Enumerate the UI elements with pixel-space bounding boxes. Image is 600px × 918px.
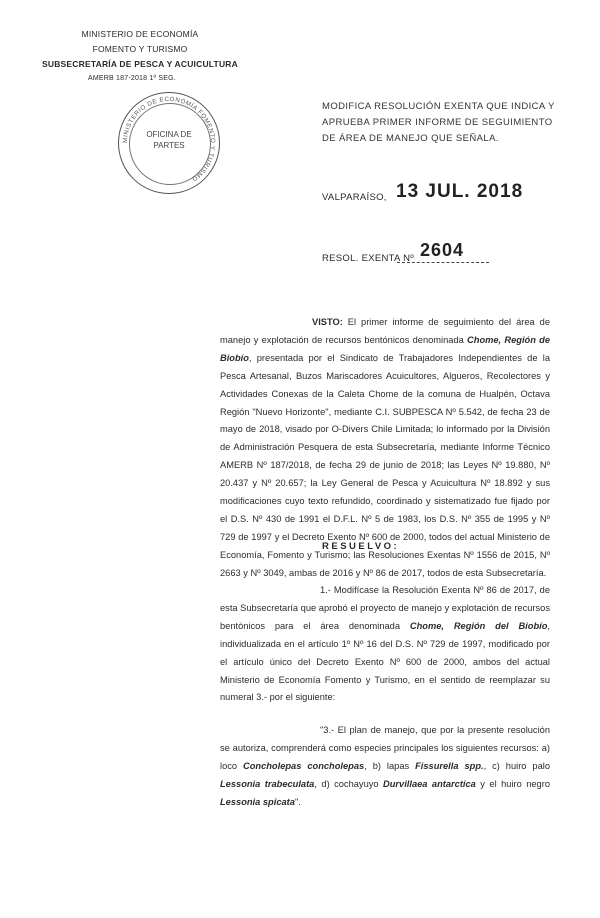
ministry-name: MINISTERIO DE ECONOMÍA xyxy=(81,29,199,39)
species-lessonia-trabeculata: Lessonia trabeculata xyxy=(220,778,315,789)
numeral-3-text-2: , b) lapas xyxy=(364,760,416,771)
resolution-number-line xyxy=(397,262,489,263)
species-lessonia-spicata: Lessonia spicata xyxy=(220,796,295,807)
numeral-3-text-1: "3.- El plan de manejo, que por la presente resolución se autoriza, comprenderá como especies principales los siguientes recursos: a) loco xyxy=(220,725,550,771)
numeral-3-paragraph xyxy=(220,722,550,812)
article-1-text-1: 1.- Modifícase la Resolución Exenta Nº 86 de 2017, de esta Subsecretaría que aprobó el proyecto de manejo y explotación de recursos bentónicos para el área denominada xyxy=(220,585,550,631)
article-1-area-name: Chome, Región del Biobío xyxy=(409,620,548,631)
ministry-subname: FOMENTO Y TURISMO xyxy=(92,44,188,54)
seal-center xyxy=(119,129,219,151)
seal-center-line2: PARTES xyxy=(153,141,185,150)
article-1-text-2: , individualizada en el artículo 1º Nº 16 del D.S. Nº 729 de 1997, modificado por el artículo único del Decreto Exento Nº 600 de 2000, ambos del actual Ministerio de Economía Fomento y Turismo, en el sentido de reemplazar su numeral 3.- por el siguiente: xyxy=(220,620,550,703)
reference-code: AMERB 187-2018 1º SEG. xyxy=(88,75,176,82)
species-concholepas: Concholepas concholepas xyxy=(243,760,365,771)
numeral-3-text-3: , c) huiro palo xyxy=(483,760,551,771)
resuelvo-heading: RESUELVO: xyxy=(322,541,400,552)
visto-label: VISTO: xyxy=(312,317,343,327)
visto-text-1: El primer informe de seguimiento del área de manejo y explotación de recursos bentónicos denominada xyxy=(220,317,550,345)
document-subject: MODIFICA RESOLUCIÓN EXENTA QUE INDICA Y APRUEBA PRIMER INFORME DE SEGUIMIENTO DE ÁREA DE MANEJO QUE SEÑALA. xyxy=(322,101,555,144)
numeral-3-text-4: , d) cochayuyo xyxy=(314,778,384,789)
place-label: VALPARAÍSO, xyxy=(322,192,387,203)
numeral-3-text-5: y el huiro negro xyxy=(475,778,550,789)
seal-center-line1: OFICINA DE xyxy=(146,130,192,139)
numeral-3-text-6: ". xyxy=(294,796,301,807)
office-seal xyxy=(118,92,220,194)
species-durvillaea: Durvillaea antarctica xyxy=(383,778,476,789)
resolution-number: 2604 xyxy=(420,240,465,260)
visto-text-2: , presentada por el Sindicato de Trabajadores Independientes de la Pesca Artesanal, Buzos Mariscadores Acuicultores, Algueros, Recolectores y Actividades Conexas de la Caleta Chome de la comuna de Hualpén, Octava Región "Nuevo Horizonte", mediante C.I. SUBPESCA Nº 5.542, de fecha 23 de mayo de 2018, visado por O-Divers Chile Limitada; lo informado por la División de Administración Pesquera de esta Subsecretaría, mediante Informe Técnico AMERB Nº 187/2018, de fecha 29 de junio de 2018; las Leyes Nº 19.880, Nº 20.437 y Nº 20.657; la Ley General de Pesca y Acuicultura Nº 18.892 y sus modificaciones cuyo texto refundido, coordinado y sistematizado fue fijado por el D.S. Nº 430 de 1991 el D.F.L. Nº 5 de 1983, los D.S. Nº 355 de 1995 y Nº 729 de 1997 y el Decreto Exento Nº 600 de 2000, todos del actual Ministerio de Economía, Fomento y Turismo; las Resoluciones Exentas Nº 1556 de 2015, Nº 2663 y Nº 3049, ambas de 2016 y Nº 86 de 2017, todos de esta Subsecretaría. xyxy=(220,352,550,578)
species-fissurella: Fissurella spp. xyxy=(415,760,484,771)
undersecretariat-name: SUBSECRETARÍA DE PESCA Y ACUICULTURA xyxy=(42,59,238,69)
document-date: 13 JUL. 2018 xyxy=(396,181,524,202)
resolution-label: RESOL. EXENTA Nº xyxy=(322,253,415,264)
visto-area-name: Chome, Región de Biobío xyxy=(220,334,550,363)
seal-arc-text: MINISTERIO DE ECONOMÍA FOMENTO Y TURISMO xyxy=(121,95,217,183)
article-1-paragraph xyxy=(220,582,550,707)
